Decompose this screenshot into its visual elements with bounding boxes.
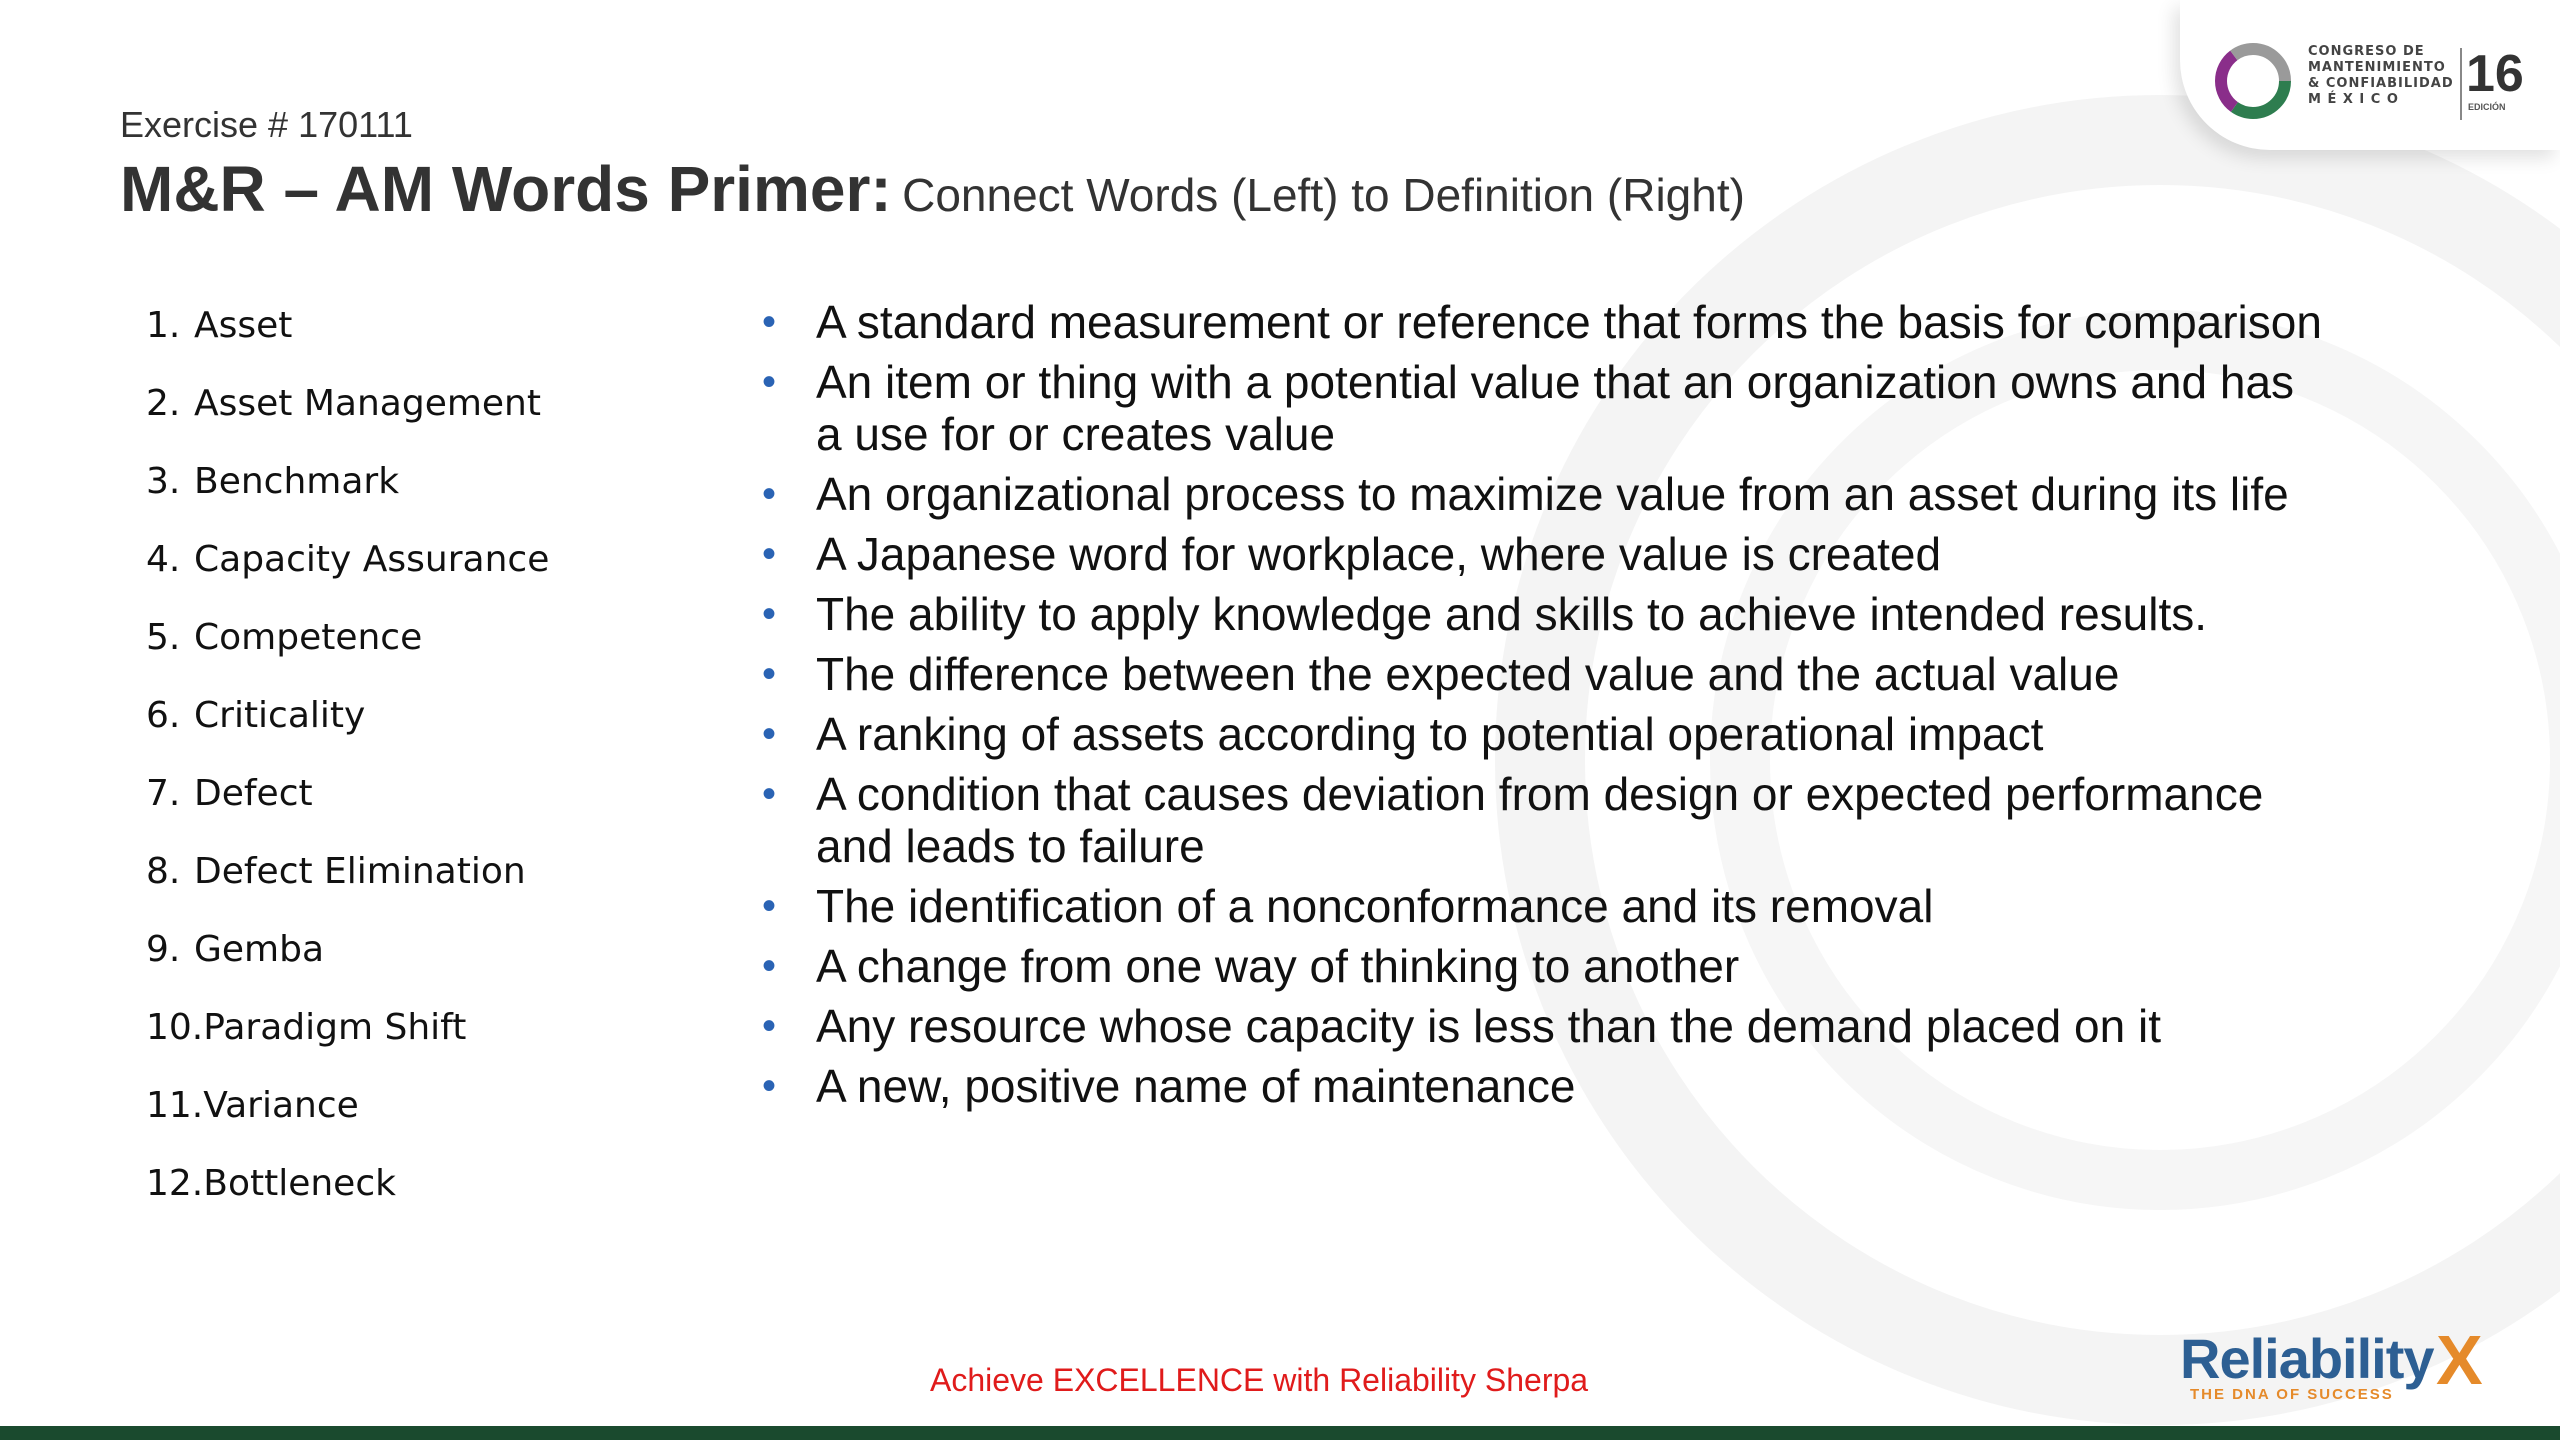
definition-list [762, 296, 2322, 1120]
definition-item [762, 648, 2322, 700]
word-text: Criticality [194, 695, 366, 736]
definition-item [762, 356, 2322, 460]
word-number: 1. [146, 305, 181, 346]
word-item [146, 1156, 549, 1234]
word-item [146, 298, 549, 376]
word-text: Variance [203, 1085, 359, 1126]
bullet-icon: • [762, 532, 777, 576]
definition-item [762, 1060, 2322, 1112]
definition-text: An item or thing with a potential value that an organization owns and has a use for or creates value [816, 356, 2295, 460]
word-item [146, 454, 549, 532]
brand-x: X [2436, 1321, 2483, 1399]
bullet-icon: • [762, 884, 777, 928]
word-text: Capacity Assurance [194, 539, 550, 580]
word-text: Defect Elimination [194, 851, 526, 892]
word-text: Asset Management [194, 383, 541, 424]
edition-number: 16 [2466, 45, 2524, 103]
bullet-icon: • [762, 472, 777, 516]
definition-item [762, 940, 2322, 992]
bullet-icon: • [762, 592, 777, 636]
definition-text: A change from one way of thinking to another [816, 940, 1740, 992]
definition-text: A condition that causes deviation from design or expected performance and leads to failure [816, 768, 2264, 872]
word-item [146, 922, 549, 1000]
word-text: Gemba [194, 929, 325, 970]
word-number: 6. [146, 695, 181, 736]
word-item [146, 376, 549, 454]
bullet-icon: • [762, 360, 777, 404]
footer-bar [0, 1426, 2560, 1440]
congress-logo-text [2308, 44, 2454, 108]
logo-divider [2460, 48, 2462, 120]
brand-tagline: THE DNA OF SUCCESS [2190, 1386, 2394, 1403]
footer-tagline: Achieve EXCELLENCE with Reliability Sherpa [930, 1362, 1589, 1398]
bullet-icon: • [762, 1064, 777, 1108]
word-item [146, 532, 549, 610]
bullet-icon: • [762, 1004, 777, 1048]
word-text: Competence [194, 617, 423, 658]
word-number: 10. [146, 1007, 204, 1048]
definition-item [762, 528, 2322, 580]
bullet-icon: • [762, 652, 777, 696]
definition-text: A Japanese word for workplace, where value is created [816, 528, 1942, 580]
edition-label: EDICIÓN [2468, 102, 2506, 112]
word-number: 2. [146, 383, 181, 424]
logo-line: & CONFIABILIDAD [2308, 76, 2454, 91]
definition-item [762, 768, 2322, 872]
definition-text: A new, positive name of maintenance [816, 1060, 1576, 1112]
word-number: 12. [146, 1163, 204, 1204]
page-title [120, 152, 1745, 226]
word-item [146, 1078, 549, 1156]
word-number: 4. [146, 539, 181, 580]
title-subtitle: Connect Words (Left) to Definition (Right) [902, 169, 1745, 221]
word-item [146, 688, 549, 766]
word-number: 3. [146, 461, 181, 502]
bullet-icon: • [762, 772, 777, 816]
bullet-icon: • [762, 712, 777, 756]
word-text: Asset [194, 305, 293, 346]
definition-item [762, 708, 2322, 760]
definition-item [762, 1000, 2322, 1052]
reliabilityx-logo [2180, 1321, 2490, 1406]
definition-item [762, 880, 2322, 932]
bullet-icon: • [762, 300, 777, 344]
definition-text: Any resource whose capacity is less than the demand placed on it [816, 1000, 2161, 1052]
definition-text: The difference between the expected value and the actual value [816, 648, 2120, 700]
definition-text: A standard measurement or reference that forms the basis for comparison [816, 296, 2322, 348]
word-item [146, 844, 549, 922]
word-item [146, 610, 549, 688]
definition-text: An organizational process to maximize value from an asset during its life [816, 468, 2289, 520]
definition-item [762, 296, 2322, 348]
word-text: Benchmark [194, 461, 400, 502]
definition-item [762, 588, 2322, 640]
definition-item [762, 468, 2322, 520]
word-number: 7. [146, 773, 181, 814]
word-number: 9. [146, 929, 181, 970]
definition-text: A ranking of assets according to potential operational impact [816, 708, 2044, 760]
word-text: Defect [194, 773, 313, 814]
logo-line: M É X I C O [2308, 92, 2399, 107]
definition-text: The ability to apply knowledge and skills to achieve intended results. [816, 588, 2208, 640]
word-number: 11. [146, 1085, 204, 1126]
brand-word: Reliability [2180, 1327, 2434, 1390]
word-text: Bottleneck [203, 1163, 396, 1204]
word-text: Paradigm Shift [203, 1007, 467, 1048]
ring-logo-icon [2210, 38, 2296, 124]
definition-text: The identification of a nonconformance and its removal [816, 880, 1934, 932]
congress-logo [2180, 0, 2560, 150]
exercise-number: Exercise # 170111 [120, 104, 413, 145]
title-main: M&R – AM Words Primer: [120, 153, 892, 225]
word-number: 5. [146, 617, 181, 658]
bullet-icon: • [762, 944, 777, 988]
word-number: 8. [146, 851, 181, 892]
word-item [146, 766, 549, 844]
word-list [146, 298, 549, 1234]
word-item [146, 1000, 549, 1078]
logo-line: MANTENIMIENTO [2308, 60, 2446, 75]
logo-line: CONGRESO DE [2308, 44, 2425, 59]
